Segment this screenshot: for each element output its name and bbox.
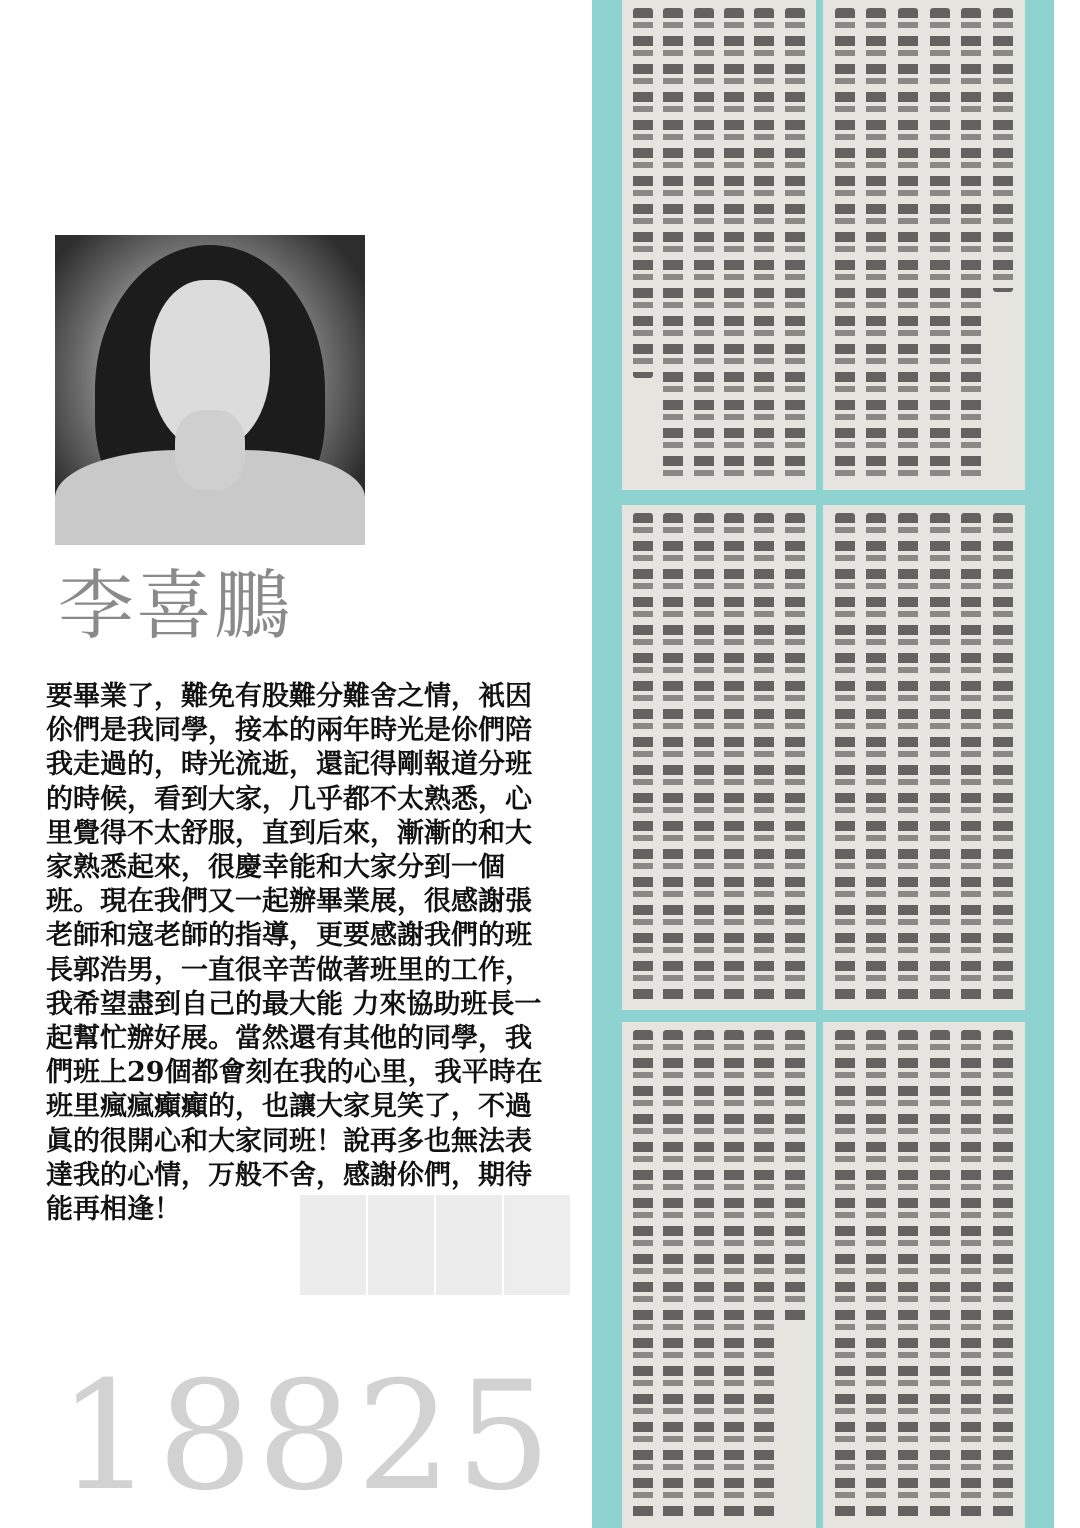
watermark-title bbox=[300, 1185, 590, 1305]
student-name: 李喜鵬 bbox=[58, 561, 292, 650]
portrait-photo bbox=[55, 235, 365, 545]
calligraphy-panel-middle-right bbox=[823, 505, 1025, 1010]
calligraphy-panel-bottom-right bbox=[823, 1022, 1025, 1528]
message-body: 要畢業了，難免有股難分難舍之情，衹因伱們是我同學，接本的兩年時光是伱們陪我走過的，時光流逝，還記得剛報道分班的時候，看到大家，几乎都不太熟悉，心里覺得不太舒服，直到后來，漸漸的和大家熟悉起來，很慶幸能和大家分到一個班。現在我們又一起辦畢業展，很感謝張老師和寇老師的指導，更要感謝我們的班長郭浩男，一直很辛苦做著班里的工作，我希望盡到自己的最大能 力來協助班長一起幫忙辦好展。當然還有其他的同學，我們班上29個都會刻在我的心里，我平時在班里瘋瘋癲癲的，也讓大家見笑了，不過眞的很開心和大家同班！說再多也無法表達我的心情，万般不舍，感謝伱們，期待能再相逢！ bbox=[46, 681, 543, 1226]
calligraphy-panel-top-right bbox=[823, 0, 1025, 490]
calligraphy-panel-bottom-left bbox=[622, 1022, 816, 1528]
calligraphy-panel-middle-left bbox=[622, 505, 816, 1010]
calligraphy-panel-top-left bbox=[622, 0, 816, 490]
watermark-number: 18825 bbox=[58, 1350, 556, 1524]
